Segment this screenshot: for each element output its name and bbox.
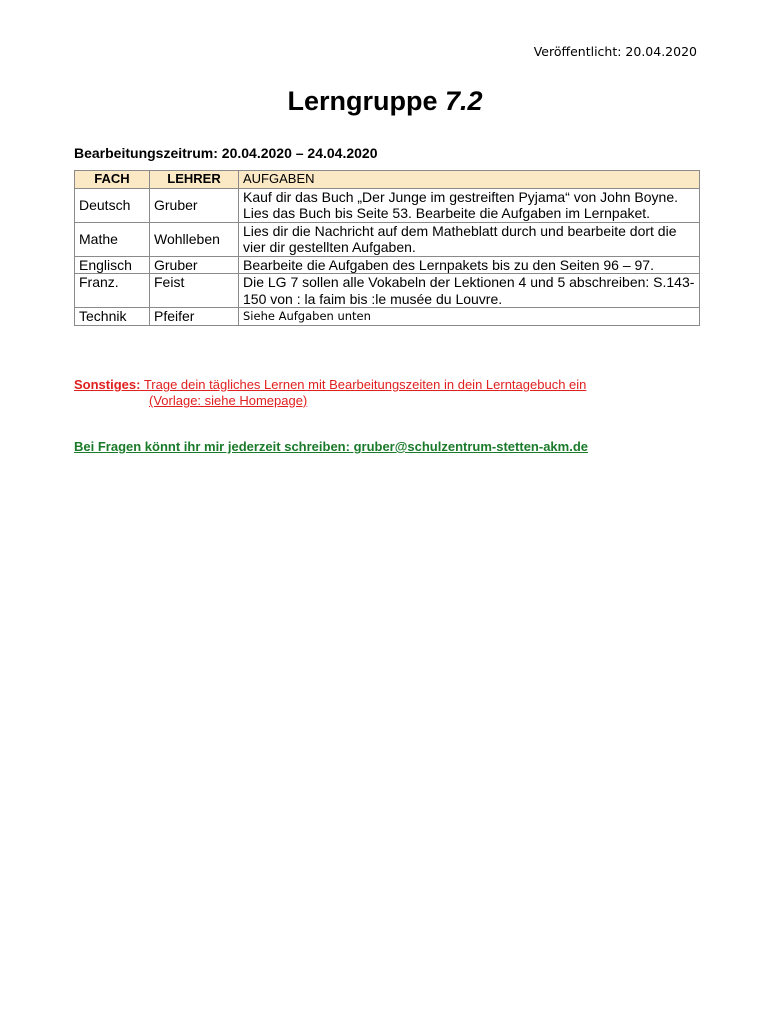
cell-subject: Englisch: [75, 256, 150, 274]
cell-subject: Franz.: [75, 274, 150, 308]
table-row: [75, 222, 700, 256]
cell-teacher: Gruber: [150, 188, 239, 222]
title-text: Lerngruppe: [287, 86, 445, 116]
assignment-table: [74, 170, 700, 326]
cell-teacher: Wohlleben: [150, 222, 239, 256]
table-header-row: [75, 171, 700, 189]
other-text: Trage dein tägliches Lernen mit Bearbeitungszeiten in dein Lerntagebuch ein: [140, 377, 587, 392]
cell-teacher: Pfeifer: [150, 308, 239, 326]
cell-tasks: Kauf dir das Buch „Der Junge im gestreiften Pyjama“ von John Boyne. Lies das Buch bis Seite 53. Bearbeite die Aufgaben im Lernpaket.: [239, 188, 700, 222]
other-label: Sonstiges:: [74, 377, 141, 392]
header-tasks: AUFGABEN: [239, 171, 700, 189]
table-row: [75, 274, 700, 308]
cell-subject: Deutsch: [75, 188, 150, 222]
contact-note: Bei Fragen könnt ihr mir jederzeit schreiben: gruber@schulzentrum-stetten-akm.de: [74, 439, 589, 454]
cell-subject: Mathe: [75, 222, 150, 256]
cell-tasks: Siehe Aufgaben unten: [239, 308, 700, 326]
cell-teacher: Feist: [150, 274, 239, 308]
table-row: [75, 188, 700, 222]
cell-tasks: Bearbeite die Aufgaben des Lernpakets bis zu den Seiten 96 – 97.: [239, 256, 700, 274]
published-date: Veröffentlicht: 20.04.2020: [533, 44, 697, 59]
cell-subject: Technik: [75, 308, 150, 326]
table-row: [75, 308, 700, 326]
other-line-2: (Vorlage: siehe Homepage): [149, 393, 308, 408]
header-teacher: LEHRER: [150, 171, 239, 189]
header-subject: FACH: [75, 171, 150, 189]
other-notes: [74, 377, 586, 409]
cell-teacher: Gruber: [150, 256, 239, 274]
title-number: 7.2: [444, 86, 483, 116]
other-line-1: [74, 377, 586, 393]
table-row: [75, 256, 700, 274]
work-period: Bearbeitungszeitrum: 20.04.2020 – 24.04.2020: [74, 145, 378, 161]
page-title: [0, 86, 770, 117]
cell-tasks: Die LG 7 sollen alle Vokabeln der Lektionen 4 und 5 abschreiben: S.143-150 von : la faim bis :le musée du Louvre.: [239, 274, 700, 308]
cell-tasks: Lies dir die Nachricht auf dem Matheblatt durch und bearbeite dort die vier dir gestellten Aufgaben.: [239, 222, 700, 256]
